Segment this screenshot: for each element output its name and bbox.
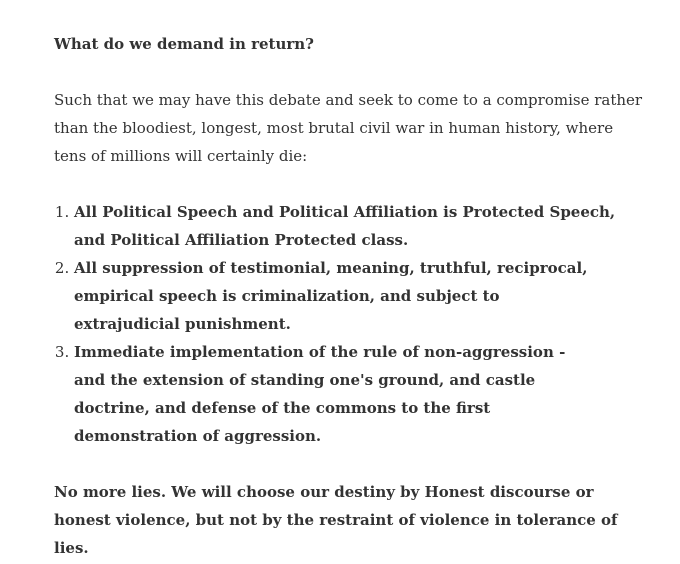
demands-list bbox=[54, 198, 644, 450]
intro-paragraph: Such that we may have this debate and seek to come to a compromise rather than the bloodiest, longest, most brutal civil war in human history, where tens of millions will certainly die: bbox=[54, 91, 643, 165]
demand-item-1: 1. All Political Speech and Political Affiliation is Protected Speech, and Political Affiliation Protected class. bbox=[74, 198, 644, 254]
article-body bbox=[54, 30, 644, 562]
section-heading: What do we demand in return? bbox=[54, 35, 314, 53]
closing-paragraph: No more lies. We will choose our destiny by Honest discourse or honest violence, but not by the restraint of violence in tolerance of lies. bbox=[54, 483, 618, 557]
demand-item-3: 3. Immediate implementation of the rule of non-aggression - and the extension of standing one's ground, and castle doctrine, and defense of the commons to the first demonstration of aggression. bbox=[74, 338, 594, 450]
demand-item-2: 2. All suppression of testimonial, meaning, truthful, reciprocal, empirical speech is criminalization, and subject to extrajudicial punishment. bbox=[74, 254, 594, 338]
